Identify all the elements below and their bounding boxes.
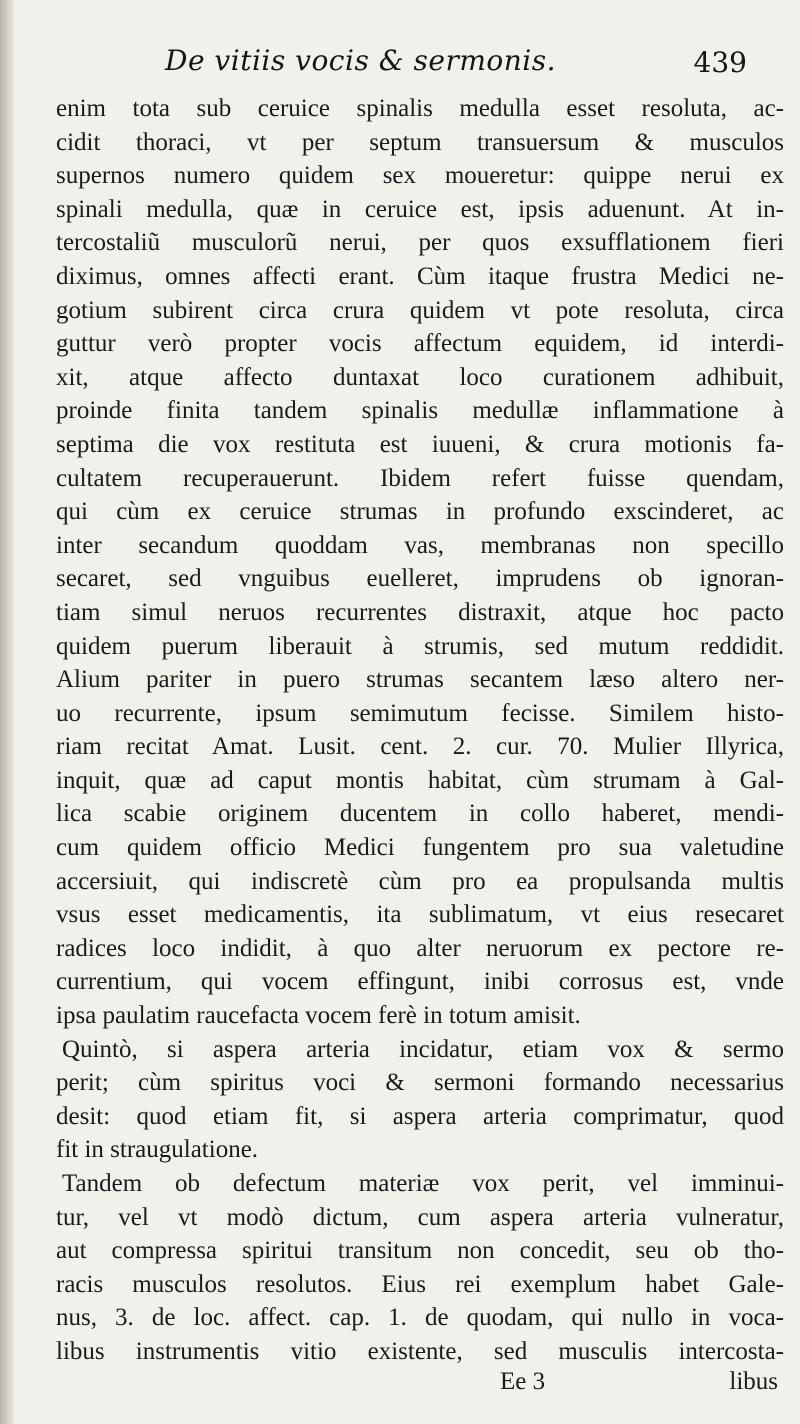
text-line: secaret, sed vnguibus euelleret, imprudens ob ignoran- bbox=[56, 565, 784, 593]
text-line: tercostaliũ musculorũ nerui, per quos exsufflationem fieri bbox=[56, 229, 784, 257]
running-head: De vitiis vocis & sermonis. bbox=[165, 44, 557, 77]
text-line: Tandem ob defectum materiæ vox perit, vel imminui- bbox=[62, 1170, 784, 1197]
text-line: xit, atque affecto duntaxat loco curationem adhibuit, bbox=[56, 363, 784, 391]
text-line: cidit thoraci, vt per septum transuersum & musculos bbox=[56, 128, 784, 156]
text-line: radices loco indidit, à quo alter neruorum ex pectore re- bbox=[56, 934, 784, 962]
text-line: vsus esset medicamentis, ita sublimatum, vt eius resecaret bbox=[56, 901, 784, 929]
text-line: accersiuit, qui indiscretè cùm pro ea propulsanda multis bbox=[56, 867, 784, 895]
text-line: lica scabie originem ducentem in collo haberet, mendi- bbox=[56, 800, 784, 828]
text-line: racis musculos resolutos. Eius rei exemplum habet Gale- bbox=[56, 1270, 784, 1298]
page-number: 439 bbox=[693, 46, 747, 79]
text-line: proinde finita tandem spinalis medullæ inflammatione à bbox=[56, 397, 784, 425]
text-line: desit: quod etiam fit, si aspera arteria comprimatur, quod bbox=[56, 1102, 784, 1130]
text-line: nus, 3. de loc. affect. cap. 1. de quodam, qui nullo in voca- bbox=[56, 1304, 784, 1332]
text-line: tur, vel vt modò dictum, cum aspera arteria vulneratur, bbox=[56, 1203, 784, 1231]
text-line: supernos numero quidem sex moueretur: quippe nerui ex bbox=[56, 162, 784, 190]
text-line: quidem puerum liberauit à strumis, sed mutum reddidit. bbox=[56, 632, 784, 660]
page-binding-edge bbox=[0, 0, 14, 1424]
text-line: tiam simul neruos recurrentes distraxit, atque hoc pacto bbox=[56, 598, 784, 626]
text-line: uo recurrente, ipsum semimutum fecisse. Similem histo- bbox=[56, 699, 784, 727]
text-line: spinali medulla, quæ in ceruice est, ipsis aduenunt. At in- bbox=[56, 195, 784, 223]
signature-mark: Ee 3 bbox=[500, 1368, 546, 1395]
catchword: libus bbox=[729, 1368, 778, 1395]
text-line: inquit, quæ ad caput montis habitat, cùm strumam à Gal- bbox=[56, 766, 784, 794]
text-line: guttur verò propter vocis affectum equidem, id interdi- bbox=[56, 330, 784, 358]
page-footer bbox=[0, 1368, 800, 1408]
text-line: diximus, omnes affecti erant. Cùm itaque frustra Medici ne- bbox=[56, 262, 784, 290]
text-line: libus instrumentis vitio existente, sed musculis intercosta- bbox=[56, 1337, 784, 1365]
text-line: Quintò, si aspera arteria incidatur, etiam vox & sermo bbox=[62, 1035, 784, 1063]
text-line: aut compressa spiritui transitum non concedit, seu ob tho- bbox=[56, 1237, 784, 1265]
text-line: septima die vox restituta est iuueni, & crura motionis fa- bbox=[56, 430, 784, 458]
body-text bbox=[56, 92, 784, 1369]
text-line: cum quidem officio Medici fungentem pro sua valetudine bbox=[56, 834, 784, 862]
text-line: enim tota sub ceruice spinalis medulla esset resoluta, ac- bbox=[56, 95, 784, 122]
text-line: ipsa paulatim raucefacta vocem ferè in totum amisit. bbox=[56, 1002, 581, 1030]
text-line: cultatem recuperauerunt. Ibidem refert fuisse quendam, bbox=[56, 464, 784, 492]
text-line: fit in straugulatione. bbox=[56, 1136, 259, 1164]
text-line: inter secandum quoddam vas, membranas non specillo bbox=[56, 531, 784, 559]
text-line: qui cùm ex ceruice strumas in profundo exscinderet, ac bbox=[56, 498, 784, 526]
text-line: riam recitat Amat. Lusit. cent. 2. cur. 70. Mulier Illyrica, bbox=[56, 733, 784, 761]
text-line: Alium pariter in puero strumas secantem læso altero ner- bbox=[56, 666, 784, 694]
text-line: currentium, qui vocem effingunt, inibi corrosus est, vnde bbox=[56, 968, 784, 996]
text-line: gotium subirent circa crura quidem vt pote resoluta, circa bbox=[56, 296, 784, 324]
page-header bbox=[165, 44, 765, 94]
text-line: perit; cùm spiritus voci & sermoni formando necessarius bbox=[56, 1069, 784, 1097]
